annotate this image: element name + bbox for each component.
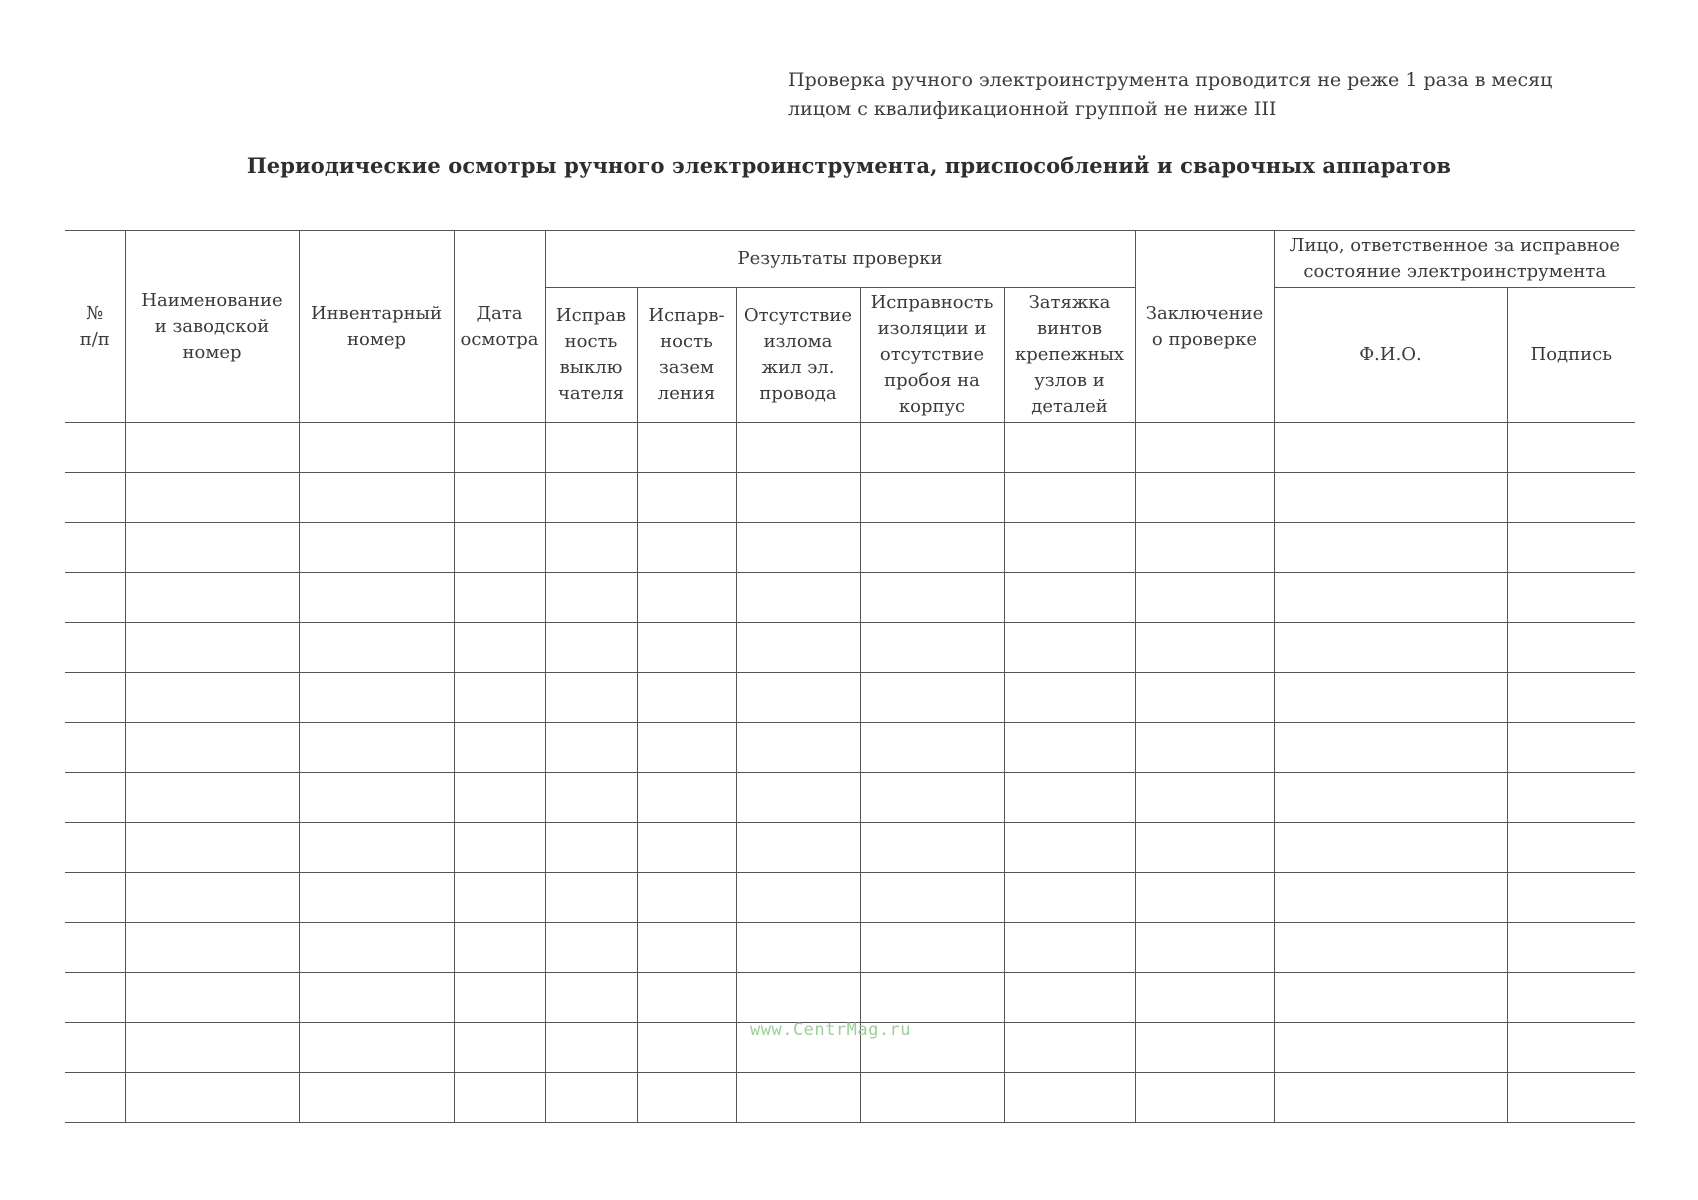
table-cell[interactable] (1507, 973, 1635, 1023)
table-cell[interactable] (1507, 623, 1635, 673)
table-cell[interactable] (1507, 573, 1635, 623)
table-cell[interactable] (1274, 473, 1507, 523)
table-cell[interactable] (1135, 723, 1274, 773)
table-cell[interactable] (637, 473, 736, 523)
table-cell[interactable] (637, 523, 736, 573)
header-line: Лицо, ответственное за исправное (1289, 235, 1621, 256)
table-cell[interactable] (736, 673, 860, 723)
table-cell[interactable] (1274, 723, 1507, 773)
table-cell[interactable] (299, 873, 454, 923)
table-cell[interactable] (65, 473, 125, 523)
header-signature: Подпись (1507, 288, 1635, 423)
table-cell[interactable] (299, 473, 454, 523)
table-cell[interactable] (545, 773, 637, 823)
table-cell[interactable] (65, 773, 125, 823)
table-cell[interactable] (65, 723, 125, 773)
header-line: Инвентарный (310, 302, 442, 324)
table-cell[interactable] (860, 423, 1004, 473)
table-cell[interactable] (65, 423, 125, 473)
table-cell[interactable] (1004, 573, 1135, 623)
table-cell[interactable] (299, 773, 454, 823)
table-cell[interactable] (545, 873, 637, 923)
header-line: излома (763, 331, 833, 352)
table-cell[interactable] (1274, 1023, 1507, 1073)
table-cell[interactable] (1135, 573, 1274, 623)
table-cell[interactable] (299, 573, 454, 623)
table-cell[interactable] (736, 623, 860, 673)
header-inspection-date (454, 231, 545, 423)
table-cell[interactable] (1507, 1073, 1635, 1123)
note-line-1: Проверка ручного электроинструмента проводится не реже 1 раза в месяц (788, 69, 1553, 91)
table-cell[interactable] (637, 873, 736, 923)
table-cell[interactable] (454, 773, 545, 823)
table-cell[interactable] (125, 623, 299, 673)
table-cell[interactable] (736, 923, 860, 973)
table-cell[interactable] (65, 873, 125, 923)
table-cell[interactable] (65, 973, 125, 1023)
header-line: ления (657, 383, 716, 404)
table-cell[interactable] (299, 823, 454, 873)
header-line: о проверке (1151, 328, 1258, 350)
inspection-frequency-note (788, 66, 1668, 124)
table-cell[interactable] (736, 523, 860, 573)
table-cell[interactable] (637, 423, 736, 473)
table-cell[interactable] (1004, 723, 1135, 773)
table-cell[interactable] (65, 823, 125, 873)
header-line: пробоя на (884, 370, 980, 391)
table-cell[interactable] (125, 673, 299, 723)
table-cell[interactable] (545, 1073, 637, 1123)
table-cell[interactable] (299, 1023, 454, 1073)
table-cell[interactable] (1274, 623, 1507, 673)
table-cell[interactable] (125, 773, 299, 823)
watermark: www.CentrMag.ru (750, 1020, 912, 1040)
table-row (65, 423, 1635, 473)
table-cell[interactable] (65, 1023, 125, 1073)
table-row (65, 723, 1635, 773)
header-screws (1004, 288, 1135, 423)
header-name (125, 231, 299, 423)
table-cell[interactable] (637, 723, 736, 773)
table-cell[interactable] (1507, 923, 1635, 973)
table-cell[interactable] (299, 423, 454, 473)
table-cell[interactable] (1004, 973, 1135, 1023)
table-cell[interactable] (1004, 473, 1135, 523)
table-cell[interactable] (1507, 523, 1635, 573)
table-row (65, 673, 1635, 723)
table-cell[interactable] (1135, 523, 1274, 573)
table-cell[interactable] (860, 623, 1004, 673)
table-cell[interactable] (65, 673, 125, 723)
header-line: Исправность (870, 292, 994, 313)
header-line: выклю (559, 357, 623, 378)
table-cell[interactable] (454, 873, 545, 923)
table-cell[interactable] (1135, 823, 1274, 873)
table-row (65, 823, 1635, 873)
table-cell[interactable] (1135, 773, 1274, 823)
table-cell[interactable] (1135, 623, 1274, 673)
table-cell[interactable] (125, 473, 299, 523)
table-cell[interactable] (299, 923, 454, 973)
table-cell[interactable] (637, 623, 736, 673)
table-cell[interactable] (637, 1073, 736, 1123)
table-cell[interactable] (1135, 1073, 1274, 1123)
table-cell[interactable] (1507, 473, 1635, 523)
table-cell[interactable] (1135, 923, 1274, 973)
header-wires (736, 288, 860, 423)
table-cell[interactable] (637, 973, 736, 1023)
table-row (65, 973, 1635, 1023)
table-cell[interactable] (545, 1023, 637, 1073)
table-cell[interactable] (637, 923, 736, 973)
table-cell[interactable] (125, 573, 299, 623)
table-cell[interactable] (1507, 423, 1635, 473)
table-cell[interactable] (736, 773, 860, 823)
table-cell[interactable] (65, 623, 125, 673)
table-cell[interactable] (454, 823, 545, 873)
table-row (65, 773, 1635, 823)
table-cell[interactable] (545, 823, 637, 873)
table-cell[interactable] (454, 1073, 545, 1123)
table-cell[interactable] (1004, 623, 1135, 673)
header-line: жил эл. (761, 357, 835, 378)
table-row (65, 573, 1635, 623)
table-cell[interactable] (454, 723, 545, 773)
table-row (65, 1073, 1635, 1123)
table-cell[interactable] (454, 473, 545, 523)
table-cell[interactable] (860, 973, 1004, 1023)
table-cell[interactable] (1507, 723, 1635, 773)
header-line: Исправ (555, 305, 627, 326)
table-cell[interactable] (454, 923, 545, 973)
header-line: провода (759, 383, 837, 404)
table-cell[interactable] (1274, 773, 1507, 823)
table-cell[interactable] (736, 973, 860, 1023)
header-line: винтов (1036, 318, 1103, 339)
header-switch (545, 288, 637, 423)
table-cell[interactable] (1004, 523, 1135, 573)
table-cell[interactable] (125, 523, 299, 573)
header-line: Заключение (1145, 302, 1264, 324)
header-line: узлов и (1034, 370, 1105, 391)
table-cell[interactable] (545, 923, 637, 973)
table-cell[interactable] (860, 473, 1004, 523)
table-cell[interactable] (545, 523, 637, 573)
header-insulation (860, 288, 1004, 423)
table-cell[interactable] (736, 573, 860, 623)
header-line: Испарв- (648, 305, 725, 326)
table-cell[interactable] (1135, 1023, 1274, 1073)
table-cell[interactable] (454, 623, 545, 673)
table-cell[interactable] (860, 673, 1004, 723)
table-cell[interactable] (125, 923, 299, 973)
table-cell[interactable] (1135, 873, 1274, 923)
table-cell[interactable] (1274, 523, 1507, 573)
header-line: деталей (1031, 396, 1108, 417)
table-cell[interactable] (299, 723, 454, 773)
table-cell[interactable] (1004, 823, 1135, 873)
table-cell[interactable] (860, 873, 1004, 923)
table-cell[interactable] (125, 873, 299, 923)
table-cell[interactable] (1274, 673, 1507, 723)
table-cell[interactable] (860, 573, 1004, 623)
table-cell[interactable] (860, 523, 1004, 573)
table-cell[interactable] (1507, 773, 1635, 823)
table-cell[interactable] (1135, 473, 1274, 523)
table-cell[interactable] (1274, 823, 1507, 873)
table-cell[interactable] (1507, 1023, 1635, 1073)
table-cell[interactable] (736, 473, 860, 523)
table-cell[interactable] (545, 673, 637, 723)
table-cell[interactable] (125, 723, 299, 773)
table-cell[interactable] (1507, 873, 1635, 923)
header-line: ность (660, 331, 713, 352)
table-cell[interactable] (299, 523, 454, 573)
table-cell[interactable] (637, 773, 736, 823)
table-cell[interactable] (736, 823, 860, 873)
table-cell[interactable] (860, 823, 1004, 873)
table-cell[interactable] (1274, 923, 1507, 973)
table-cell[interactable] (65, 1073, 125, 1123)
table-cell[interactable] (299, 623, 454, 673)
table-cell[interactable] (860, 923, 1004, 973)
table-body (65, 423, 1635, 1123)
header-line: и заводской (154, 315, 270, 337)
table-cell[interactable] (65, 573, 125, 623)
table-row (65, 473, 1635, 523)
table-cell[interactable] (1004, 423, 1135, 473)
table-cell[interactable] (1274, 573, 1507, 623)
header-line: чателя (557, 383, 625, 404)
header-line: Наименование (141, 289, 283, 311)
table-cell[interactable] (545, 573, 637, 623)
header-line: зазем (658, 357, 715, 378)
table-cell[interactable] (736, 723, 860, 773)
header-line: Затяжка (1028, 292, 1111, 313)
page-title: Периодические осмотры ручного электроинструмента, приспособлений и сварочных аппаратов (246, 153, 1452, 178)
table-cell[interactable] (1135, 973, 1274, 1023)
table-cell[interactable] (545, 423, 637, 473)
table-cell[interactable] (1135, 673, 1274, 723)
table-cell[interactable] (1274, 1073, 1507, 1123)
table-cell[interactable] (1004, 1023, 1135, 1073)
table-cell[interactable] (1004, 1073, 1135, 1123)
table-cell[interactable] (860, 723, 1004, 773)
table-cell[interactable] (454, 973, 545, 1023)
table-cell[interactable] (1004, 773, 1135, 823)
table-cell[interactable] (454, 673, 545, 723)
table-cell[interactable] (454, 523, 545, 573)
table-cell[interactable] (736, 873, 860, 923)
table-row (65, 923, 1635, 973)
table-cell[interactable] (299, 673, 454, 723)
table-cell[interactable] (454, 573, 545, 623)
table-cell[interactable] (125, 423, 299, 473)
table-cell[interactable] (860, 773, 1004, 823)
table-cell[interactable] (125, 973, 299, 1023)
table-cell[interactable] (1507, 673, 1635, 723)
table-cell[interactable] (125, 1073, 299, 1123)
table-cell[interactable] (299, 1073, 454, 1123)
header-line: осмотра (460, 328, 539, 350)
table-cell[interactable] (1274, 873, 1507, 923)
header-line: корпус (898, 396, 966, 417)
header-line: ность (564, 331, 618, 352)
header-line: изоляции и (877, 318, 987, 339)
header-responsible-group (1274, 231, 1635, 288)
header-line: номер (346, 328, 406, 350)
table-cell[interactable] (454, 1023, 545, 1073)
table-cell[interactable] (637, 573, 736, 623)
table-cell[interactable] (736, 1073, 860, 1123)
table-cell[interactable] (545, 723, 637, 773)
header-grounding (637, 288, 736, 423)
table-row (65, 523, 1635, 573)
table-cell[interactable] (1004, 873, 1135, 923)
table-cell[interactable] (299, 973, 454, 1023)
table-row (65, 873, 1635, 923)
table-row (65, 623, 1635, 673)
table-cell[interactable] (736, 423, 860, 473)
table-cell[interactable] (65, 923, 125, 973)
header-line: Отсутствие (743, 305, 853, 326)
note-line-2: лицом с квалификационной группой не ниже III (788, 98, 1277, 120)
table-cell[interactable] (1004, 923, 1135, 973)
table-cell[interactable] (545, 623, 637, 673)
header-num (65, 231, 125, 423)
header-conclusion (1135, 231, 1274, 423)
table-cell[interactable] (125, 1023, 299, 1073)
table-cell[interactable] (65, 523, 125, 573)
table-cell[interactable] (1274, 973, 1507, 1023)
header-line: номер (182, 341, 242, 363)
table-cell[interactable] (1135, 423, 1274, 473)
table-cell[interactable] (637, 673, 736, 723)
table-cell[interactable] (860, 1073, 1004, 1123)
table-cell[interactable] (545, 473, 637, 523)
table-cell[interactable] (125, 823, 299, 873)
header-line: крепежных (1014, 344, 1125, 365)
table-cell[interactable] (1507, 823, 1635, 873)
table-cell[interactable] (1004, 673, 1135, 723)
header-inventory-number (299, 231, 454, 423)
header-fio: Ф.И.О. (1274, 288, 1507, 423)
table-cell[interactable] (637, 1023, 736, 1073)
table-cell[interactable] (637, 823, 736, 873)
header-line: № (86, 302, 104, 324)
table-cell[interactable] (1274, 423, 1507, 473)
header-line: Дата (476, 302, 523, 324)
header-results-group: Результаты проверки (545, 231, 1135, 288)
inspection-log-table (65, 230, 1635, 1123)
header-line: п/п (79, 328, 110, 350)
table-cell[interactable] (545, 973, 637, 1023)
header-line: отсутствие (879, 344, 985, 365)
header-line: состояние электроинструмента (1303, 261, 1607, 282)
table-cell[interactable] (454, 423, 545, 473)
